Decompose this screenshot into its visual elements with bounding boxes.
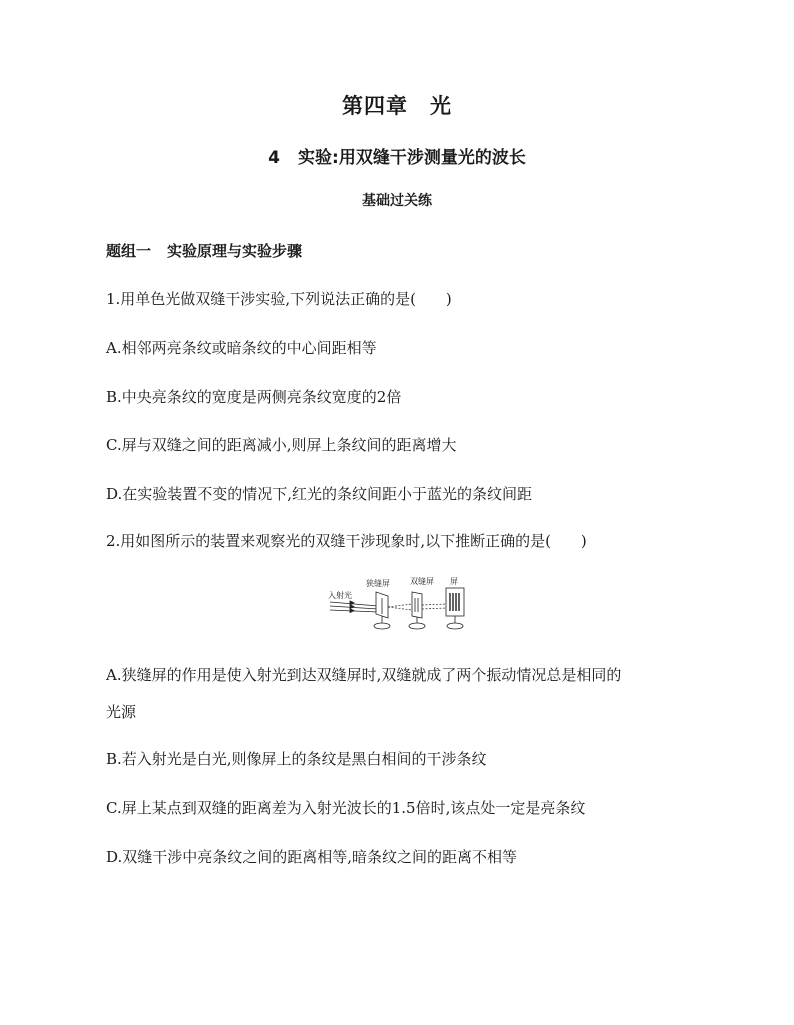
question-2-option-c: C.屏上某点到双缝的距离差为入射光波长的1.5倍时,该点处一定是亮条纹 bbox=[106, 799, 586, 817]
group-title-text: 实验原理与实验步骤 bbox=[167, 242, 303, 260]
double-slit-label: 双缝屏 bbox=[410, 577, 434, 586]
question-group-title bbox=[106, 240, 302, 261]
question-1-option-d: D.在实验装置不变的情况下,红光的条纹间距小于蓝光的条纹间距 bbox=[106, 485, 533, 503]
question-2-option-d: D.双缝干涉中亮条纹之间的距离相等,暗条纹之间的距离不相等 bbox=[106, 848, 518, 866]
slit-rays bbox=[388, 604, 412, 610]
question-1-option-a: A.相邻两亮条纹或暗条纹的中心间距相等 bbox=[106, 339, 377, 357]
section-title-text: 实验:用双缝干涉测量光的波长 bbox=[298, 148, 526, 168]
incident-light-label: 入射光 bbox=[328, 591, 352, 600]
apparatus-diagram bbox=[326, 574, 472, 632]
question-2-stem: 2.用如图所示的装置来观察光的双缝干涉现象时,以下推断正确的是( ) bbox=[106, 532, 587, 550]
question-2-option-b: B.若入射光是白光,则像屏上的条纹是黑白相间的干涉条纹 bbox=[106, 750, 487, 768]
question-1-option-b: B.中央亮条纹的宽度是两侧亮条纹宽度的2倍 bbox=[106, 388, 402, 406]
section-number: 4 bbox=[268, 148, 281, 168]
screen-rays bbox=[422, 604, 446, 609]
question-2-option-a-line2: 光源 bbox=[106, 703, 137, 721]
incident-rays bbox=[330, 601, 378, 613]
chapter-title: 第四章 光 bbox=[342, 94, 452, 118]
double-slit-screen bbox=[409, 592, 425, 629]
subsection-title: 基础过关练 bbox=[362, 193, 432, 209]
group-label: 题组一 bbox=[106, 242, 152, 260]
section-title bbox=[0, 143, 794, 168]
double-slit-apparatus-figure bbox=[326, 574, 472, 632]
question-1-stem: 1.用单色光做双缝干涉实验,下列说法正确的是( ) bbox=[106, 290, 452, 308]
observation-screen bbox=[446, 588, 464, 629]
narrow-slit-label: 狭缝屏 bbox=[366, 579, 390, 588]
question-2-option-a-line1: A.狭缝屏的作用是使入射光到达双缝屏时,双缝就成了两个振动情况总是相同的 bbox=[106, 666, 622, 684]
screen-label: 屏 bbox=[450, 577, 458, 586]
question-1-option-c: C.屏与双缝之间的距离减小,则屏上条纹间的距离增大 bbox=[106, 436, 457, 454]
narrow-slit-screen bbox=[374, 592, 390, 629]
